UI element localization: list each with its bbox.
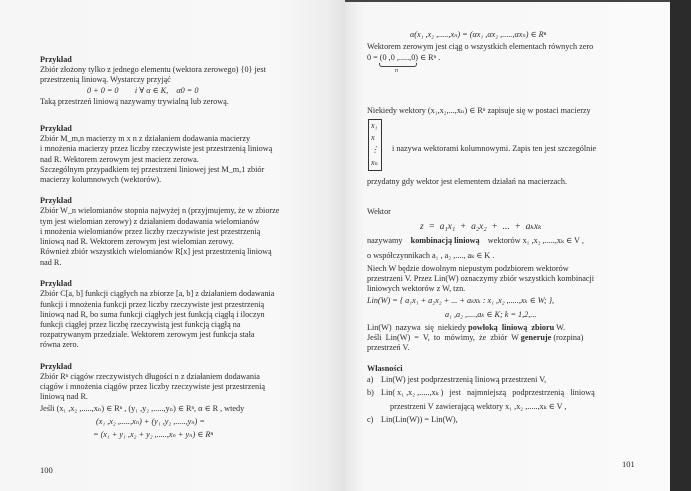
text: (rozpina): [551, 333, 584, 342]
text-line: tym jest wielomian zerowy) z działaniem dodawania wielomianów: [40, 217, 260, 226]
text-line: Zbiór C[a, b] funkcji ciągłych na zbiorze [a, b] z działaniem dodawania: [40, 289, 275, 298]
text-line: Wektor: [367, 207, 391, 216]
text-line: Zbiór W_n wielomianów stopnia najwyżej n (przyjmujemy, że w zbiorze: [40, 206, 280, 215]
text: W.: [554, 323, 566, 332]
formula: 0 + 0 = 0 i ∀ α ∈ K, α0 = 0: [87, 86, 199, 95]
text-line: Niekiedy wektory (x₁,x₂,...,xₙ) ∈ Rⁿ zapisuje się w postaci macierzy: [367, 106, 591, 115]
text-line: macierzy kolumnowych (wektorów).: [40, 175, 162, 184]
text-line: Zbiór Rⁿ ciągów rzeczywistych długości n z działaniem dodawania: [40, 372, 260, 381]
formula: = (x₁ + y₁ ,x₂ + y₂ ,.....,xₙ + yₙ) ∈ Rⁿ: [93, 430, 213, 439]
text-line: przestrzeni V. Przez Lin(W) oznaczymy zbiór wszystkich kombinacji: [367, 274, 595, 283]
text-line: liniową nad R.: [40, 392, 88, 401]
brace-label: n: [395, 68, 398, 74]
text-line: Jeśli (x₁ ,x₂ ,.....,xₙ) ∈ Rⁿ , (y₁ ,y₂ ,.....,yₙ) ∈ Rⁿ, α ∈ R , wtedy: [40, 404, 245, 413]
text-line: nad R. Wektorem zerowym jest macierz zerowa.: [40, 155, 199, 164]
text-line: funkcji i mnożenia funkcji przez liczby rzeczywiste jest przestrzenią: [40, 300, 265, 309]
text-line: funkcji ciągłej przez liczbę rzeczywistą jest funkcją ciągłą na: [40, 320, 241, 329]
matrix-entry: x: [371, 133, 375, 142]
scan-background: [670, 0, 691, 491]
matrix-entry: x₁: [371, 121, 378, 130]
text-line: Szczególnym przypadkiem tej przestrzeni liniowej jest M_m,1 zbiór: [40, 165, 265, 174]
text-line: [367, 333, 583, 344]
text-line: Również zbiór wszystkich wielomianów R[x] jest przestrzenią liniową: [40, 247, 272, 256]
text-line: nad R.: [40, 258, 62, 267]
text-line: Zbiór złożony tylko z jednego elementu (wektora zerowego) {0} jest: [40, 65, 266, 74]
bold-term: generuje: [520, 333, 552, 342]
lin-formula: a₁ ,a₂ ,....,aₖ ∈ K; k = 1,2,...: [445, 310, 537, 319]
text: Lin(W) nazywa się niekiedy: [367, 323, 469, 332]
property-label: b): [367, 388, 374, 397]
property-label: c): [367, 415, 374, 424]
text-line: równa zero.: [40, 340, 79, 349]
text-line: [367, 236, 584, 247]
text-line: liniowych wektorów z W, tzn.: [367, 284, 466, 293]
text-line: ciągów i mnożenia ciągów przez liczby rzeczywiste jest przestrzenią: [40, 382, 266, 391]
bold-term: powłoką liniową zbioru: [468, 323, 555, 332]
combination-formula: z = a₁x₁ + a₂x₂ + ... + aₖxₖ: [420, 222, 542, 232]
properties-heading: Własności: [367, 364, 403, 373]
text-line: Zbiór M_m,n macierzy m x n z działaniem dodawania macierzy: [40, 134, 251, 143]
column-matrix: [368, 119, 382, 171]
bold-term: kombinacją liniową: [410, 236, 480, 245]
formula: (x₁ ,x₂ ,.....,xₙ) + (y₁ ,y₂ ,.....,yₙ) =: [96, 417, 205, 426]
right-page: [345, 0, 670, 491]
property-label: a): [367, 375, 374, 384]
example-heading: Przykład: [40, 196, 72, 205]
formula: 0 = (0 ,0 ,.....,0) ∈ Rⁿ .: [367, 53, 441, 62]
property-text: przestrzeni V zawierającą wektory x₁ ,x₂ ,.....,xₖ ∈ V ,: [390, 402, 567, 411]
page-number: 101: [622, 459, 635, 469]
left-page: [0, 0, 345, 491]
text-line: i mnożenia wielomianów przez liczby rzeczywiste jest przestrzenią: [40, 227, 261, 236]
text: Jeśli Lin(W) = V, to mówimy, że zbiór W: [367, 333, 521, 342]
example-heading: Przykład: [40, 279, 72, 288]
property-text: Lin(Lin(W)) = Lin(W),: [381, 415, 458, 424]
text-line: i nazywa wektorami kolumnowymi. Zapis ten jest szczególnie: [392, 144, 597, 153]
page-number: 100: [40, 465, 53, 475]
text-line: Taką przestrzeń liniową nazywamy trywialną lub zerową.: [40, 97, 229, 106]
matrix-entry: xₙ: [371, 158, 378, 167]
matrix-entry: ⋮: [371, 145, 379, 154]
text-line: i mnożenia macierzy przez liczby rzeczywiste jest przestrzenią liniową: [40, 144, 273, 153]
example-heading: Przykład: [40, 124, 72, 133]
text-line: [367, 323, 565, 334]
text-line: przestrzenią liniową. Wystarczy przyjąć: [40, 75, 171, 84]
lin-formula: Lin(W) = { a₁x₁ + a₂x₂ + ... + aₖxₖ : x₁ ,x₂ ,.....,xₖ ∈ W; },: [367, 296, 555, 305]
text-line: Niech W będzie dowolnym niepustym podzbiorem wektorów: [367, 264, 569, 273]
text: wektorów x₁ ,x₂ ,.....,xₖ ∈ V ,: [487, 236, 584, 245]
text-line: Wektorem zerowym jest ciąg o wszystkich elementach równych zero: [367, 42, 594, 51]
text-line: przestrzeń V.: [367, 343, 410, 352]
text-line: liniową nad R, bo suma funkcji ciągłych jest funkcją ciągłą i iloczyn: [40, 310, 265, 319]
example-heading: Przykład: [40, 55, 72, 64]
text-line: przydatny gdy wektor jest elementem działań na macierzach.: [367, 177, 568, 186]
text-line: rozpatrywanym przedziale. Wektorem zerowym jest funkcja stała: [40, 330, 255, 339]
underbrace: [379, 63, 417, 67]
formula: α(x₁ ,x₂ ,.....,xₙ) = (αx₁ ,αx₂ ,.....,αxₙ) ∈ Rⁿ: [410, 30, 547, 39]
example-heading: Przykład: [40, 362, 72, 371]
text-line: o współczynnikach a₁ , a₂ ,...., aₖ ∈ K .: [367, 251, 495, 260]
text: nazywamy: [367, 236, 403, 245]
text-line: liniową nad R. Wektorem zerowym jest wielomian zerowy.: [40, 237, 234, 246]
property-text: Lin(W) jest podprzestrzenią liniową przestrzeni V,: [381, 375, 547, 384]
property-text: Lin( x₁ ,x₂ ,.....,xₖ ) jest najmniejszą podprzestrzenią liniową: [381, 388, 595, 397]
